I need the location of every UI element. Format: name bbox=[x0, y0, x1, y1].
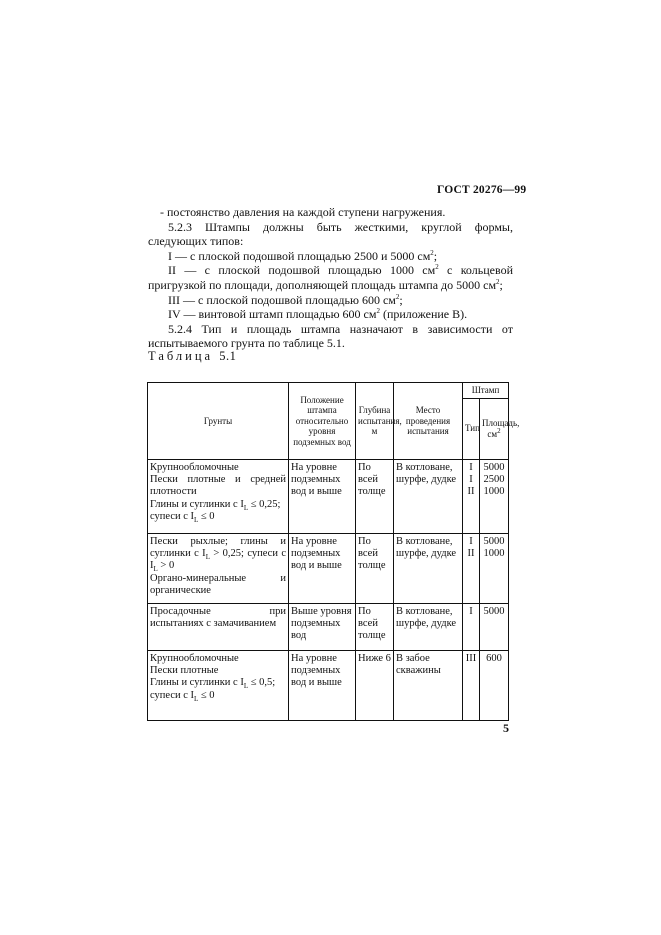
body-text bbox=[148, 205, 513, 351]
paragraph: - постоянство давления на каждой ступени нагружения. bbox=[160, 205, 446, 219]
stamp-table bbox=[147, 382, 520, 721]
cell-depth: По всей толще bbox=[356, 533, 394, 603]
paragraph: III — с плоской подошвой площадью 600 $см^2$; bbox=[168, 292, 403, 307]
cell-position: На уровне подземных вод и выше bbox=[289, 650, 356, 720]
cell-area: 5000 2500 1000 bbox=[480, 459, 509, 533]
header-depth: Глубина испытания, м bbox=[356, 383, 394, 460]
cell-soil: Просадочные при испытаниях с замачиванием bbox=[148, 603, 289, 650]
cell-place: В забое скважины bbox=[394, 650, 463, 720]
cell-depth: По всей толще bbox=[356, 459, 394, 533]
cell-place: В котловане, шурфе, дудке bbox=[394, 533, 463, 603]
table-title: Таблица 5.1 bbox=[148, 349, 237, 363]
table-row bbox=[148, 650, 509, 720]
cell-soil: Пески рыхлые; глины и суглинки с $I_L > 0,25$; супеси с $I_L > 0$ Органо-минеральные и органические bbox=[148, 533, 289, 603]
page-number: 5 bbox=[503, 721, 509, 735]
cell-depth: По всей толще bbox=[356, 603, 394, 650]
cell-soil: Крупнообломочные Пески плотные и средней плотности Глины и суглинки с $I_L \le 0,25$; супеси с $I_L \le 0$ bbox=[148, 459, 289, 533]
cell-type: III bbox=[463, 650, 480, 720]
table-row bbox=[148, 459, 509, 533]
paragraph: IV — винтовой штамп площадью 600 $см^2$ (приложение В). bbox=[168, 307, 468, 322]
paragraph: 5.2.3 Штампы должны быть жесткими, круглой формы, следующих типов: bbox=[148, 219, 513, 249]
document-header: ГОСТ 20276—99 bbox=[437, 184, 527, 196]
cell-area: 5000 1000 bbox=[480, 533, 509, 603]
table-row bbox=[148, 603, 509, 650]
header-type: Тип bbox=[463, 398, 480, 459]
paragraph: II — с плоской подошвой площадью 1000 $см^2$ с кольцевой пригрузкой по площади, дополняющей площадь штампа до 5000 $см^2$; bbox=[148, 263, 513, 292]
header-area: Площадь, $см^2$ bbox=[480, 398, 509, 459]
header-stamp: Штамп bbox=[463, 383, 509, 399]
cell-place: В котловане, шурфе, дудке bbox=[394, 459, 463, 533]
cell-soil: Крупнообломочные Пески плотные Глины и суглинки с $I_L \le 0,5$; супеси с $I_L \le 0$ bbox=[148, 650, 289, 720]
cell-type: I I II bbox=[463, 459, 480, 533]
cell-place: В котловане, шурфе, дудке bbox=[394, 603, 463, 650]
cell-position: На уровне подземных вод и выше bbox=[289, 533, 356, 603]
header-soil: Грунты bbox=[148, 383, 289, 460]
paragraph: 5.2.4 Тип и площадь штампа назначают в зависимости от испытываемого грунта по таблице 5.1. bbox=[148, 321, 513, 351]
cell-area: 600 bbox=[480, 650, 509, 720]
paragraph: I — с плоской подошвой площадью 2500 и 5000 $см^2$; bbox=[168, 248, 438, 263]
cell-depth: Ниже 6 bbox=[356, 650, 394, 720]
cell-type: I bbox=[463, 603, 480, 650]
cell-area: 5000 bbox=[480, 603, 509, 650]
cell-position: На уровне подземных вод и выше bbox=[289, 459, 356, 533]
table-row bbox=[148, 533, 509, 603]
header-position: Положение штампа относительно уровня подземных вод bbox=[289, 383, 356, 460]
cell-type: I II bbox=[463, 533, 480, 603]
cell-position: Выше уровня подземных вод bbox=[289, 603, 356, 650]
header-place: Место проведения испытания bbox=[394, 383, 463, 460]
